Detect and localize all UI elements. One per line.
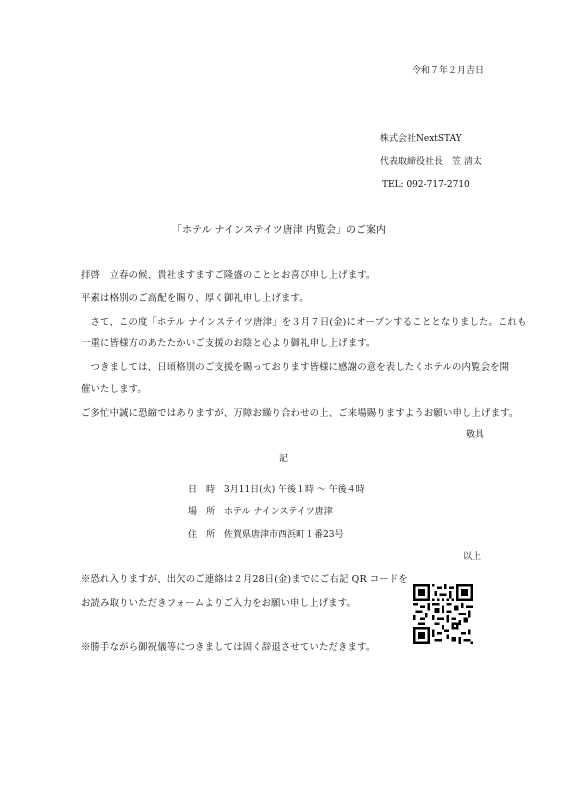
rsvp-note-line-1: ※恐れ入りますが、出欠のご連絡は２月28日(金)までにご右記 QR コードを — [81, 574, 408, 585]
body-line-6: 催いたします。 — [81, 384, 147, 395]
gifts-note: ※勝手ながら御祝儀等につきましては固く辞退させていただきます。 — [81, 642, 376, 653]
closing-keigu: 敬具 — [466, 430, 485, 440]
document-title: 「ホテル ナインステイツ唐津 内覧会」のご案内 — [172, 225, 386, 236]
detail-venue: 場 所 ホテル ナインステイツ唐津 — [188, 507, 333, 517]
body-line-1: 拝啓 立春の候、貴社ますますご隆盛のこととお喜び申し上げます。 — [81, 270, 376, 281]
detail-datetime: 日 時 3月11日(火) 午後１時 ～ 午後４時 — [188, 485, 365, 495]
closing-ijou: 以上 — [463, 552, 482, 562]
qr-code-icon[interactable] — [413, 584, 473, 644]
issue-date: 令和７年２月吉日 — [412, 66, 485, 76]
rsvp-note-line-2: お読み取りいただきフォームよりご入力をお願い申し上げます。 — [81, 598, 357, 609]
sender-company: 株式会社NextSTAY — [380, 134, 462, 144]
body-line-2: 平素は格別のご高配を賜り、厚く御礼申し上げます。 — [81, 293, 309, 304]
sender-tel: TEL: 092-717-2710 — [382, 180, 470, 190]
body-line-4: 一重に皆様方のあたたかいご支援のお陰と心より御礼申し上げます。 — [81, 338, 376, 349]
body-line-5: つきましては、日頃格別のご支援を賜っております皆様に感謝の意を表したくホテルの内覧会を開 — [81, 362, 510, 373]
ki-heading: 記 — [279, 454, 289, 464]
body-line-7: ご多忙中誠に恐縮ではありますが、万障お繰り合わせの上、ご来場賜りますようお願い申し上げます。 — [81, 408, 519, 419]
body-line-3: さて、この度「ホテル ナインステイツ唐津」を３月７日(金)にオープンすることとなりました。これも — [81, 317, 527, 328]
detail-address: 住 所 佐賀県唐津市西浜町１番23号 — [188, 530, 344, 540]
sender-representative: 代表取締役社長 笠 清太 — [380, 157, 482, 167]
